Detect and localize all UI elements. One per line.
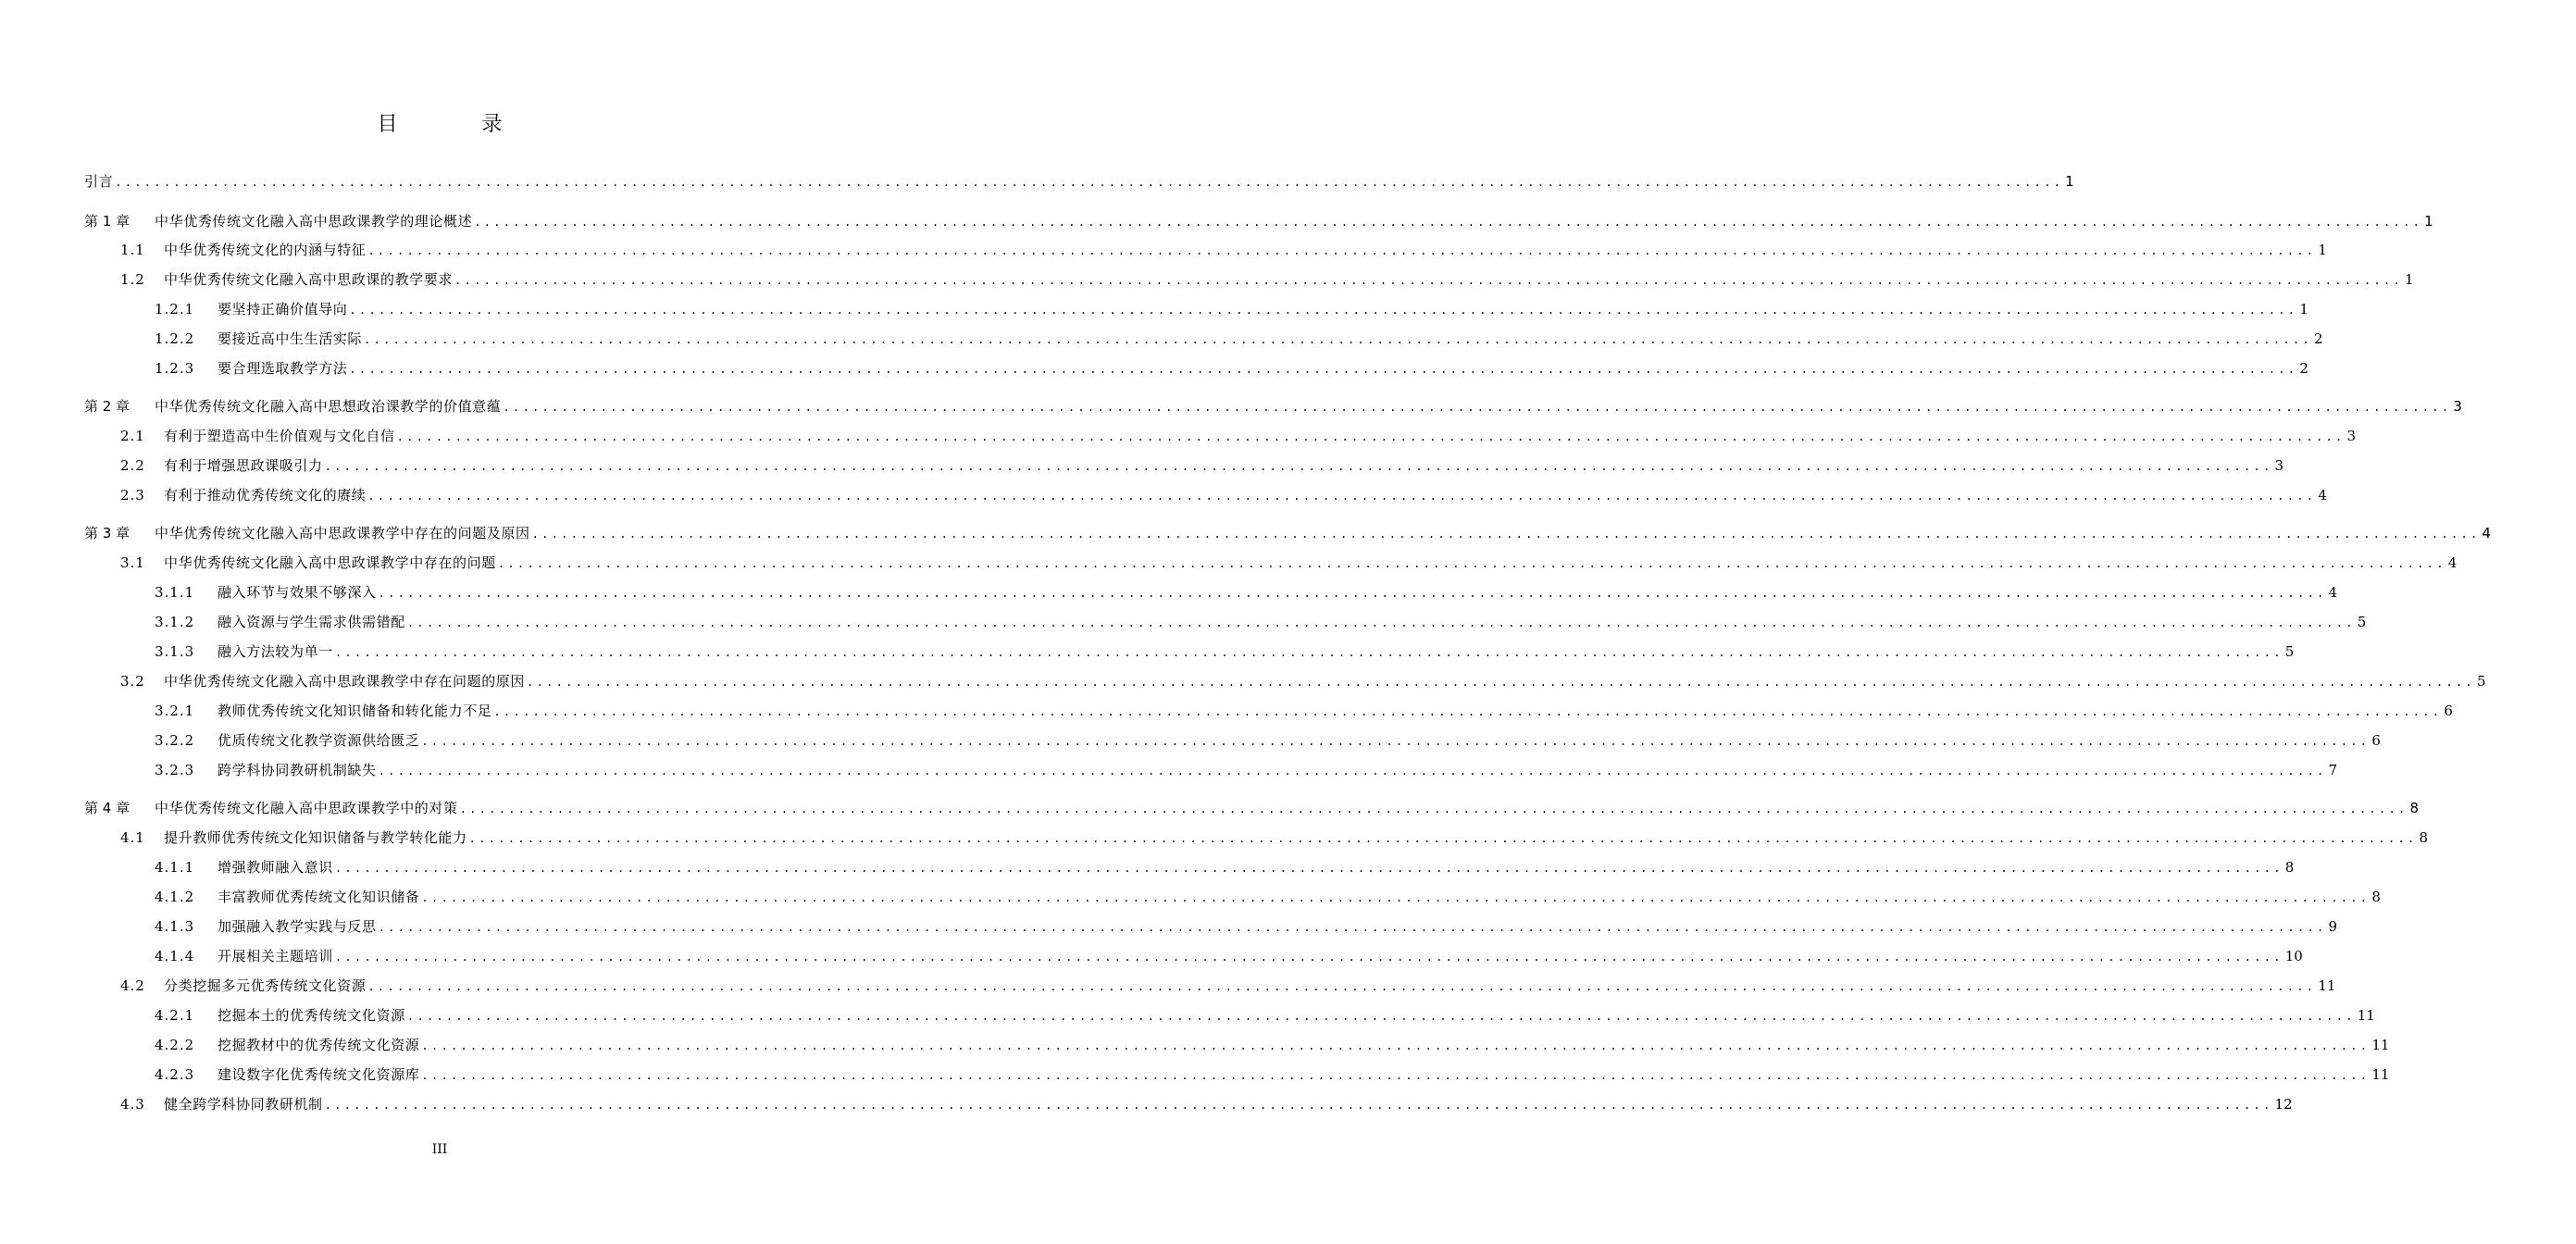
toc-entry-page: 3 [2346, 428, 2357, 444]
toc-entry[interactable] [0, 1062, 2390, 1084]
dot-leader: ........................................................................................................................................................................................................ [334, 646, 2284, 659]
dot-leader: ........................................................................................................................................................................................................ [115, 176, 2064, 189]
toc-entry-title: 开展相关主题培训 [218, 948, 333, 964]
toc-entry-page: 4 [2482, 525, 2492, 541]
toc-entry-page: 1 [2404, 271, 2414, 288]
toc-entry-page: 11 [2371, 1066, 2390, 1083]
dot-leader: ........................................................................................................................................................................................................ [349, 304, 2298, 317]
dot-leader: ........................................................................................................................................................................................................ [324, 1099, 2273, 1112]
dot-leader: ........................................................................................................................................................................................................ [324, 460, 2273, 473]
toc-title: 目 录 [377, 113, 541, 136]
toc-entry[interactable] [0, 825, 2429, 847]
toc-entry-title: 挖掘本土的优秀传统文化资源 [218, 1007, 405, 1024]
dot-leader: ........................................................................................................................................................................................................ [367, 980, 2317, 993]
toc-entry-page: 3 [2274, 457, 2284, 474]
toc-entry[interactable] [0, 482, 2327, 504]
toc-entry-number: 3.1.3 [155, 643, 195, 660]
toc-entry-number: 4.1 [120, 829, 145, 846]
toc-entry-number: 2.2 [120, 457, 145, 474]
toc-entry-number: 3.2.2 [155, 732, 195, 749]
toc-entry-number: 4.1.4 [155, 948, 195, 964]
toc-entry[interactable] [0, 296, 2308, 318]
toc-entry-title: 丰富教师优秀传统文化知识储备 [218, 889, 420, 905]
toc-entry[interactable] [0, 550, 2458, 572]
toc-entry-number: 第 3 章 [84, 525, 131, 541]
toc-entry-page: 8 [2284, 859, 2295, 876]
toc-entry-title: 挖掘教材中的优秀传统文化资源 [218, 1037, 420, 1053]
toc-entry-page: 4 [2328, 584, 2338, 601]
toc-entry-number: 4.2.1 [155, 1007, 195, 1024]
toc-entry-number: 3.2.1 [155, 703, 195, 719]
toc-entry-number: 3.1 [120, 554, 145, 571]
toc-entry-page: 8 [2419, 829, 2429, 846]
toc-entry-title: 中华优秀传统文化融入高中思政课教学的理论概述 [155, 213, 473, 230]
toc-entry-page: 9 [2328, 918, 2338, 935]
toc-entry-page: 10 [2284, 948, 2303, 964]
toc-entry-page: 1 [2424, 213, 2433, 230]
toc-entry[interactable] [0, 943, 2303, 965]
toc-entry-title: 中华优秀传统文化融入高中思政课教学中存在问题的原因 [164, 673, 526, 690]
toc-entry[interactable] [0, 237, 2327, 259]
toc-entry[interactable] [0, 453, 2284, 475]
toc-entry-number: 3.2 [120, 673, 145, 690]
toc-entry-page: 11 [2371, 1037, 2390, 1053]
toc-entry-number: 4.1.1 [155, 859, 195, 876]
toc-entry-title: 中华优秀传统文化融入高中思政课教学中存在的问题及原因 [155, 525, 530, 541]
toc-entry-number: 第 2 章 [84, 398, 131, 415]
toc-entry-page: 8 [2409, 800, 2420, 816]
dot-leader: ........................................................................................................................................................................................................ [378, 921, 2327, 934]
toc-entry-number: 2.1 [120, 428, 145, 444]
toc-entry[interactable] [0, 914, 2338, 936]
dot-leader: ........................................................................................................................................................................................................ [497, 557, 2446, 570]
toc-entry-title: 有利于推动优秀传统文化的赓续 [164, 487, 367, 504]
toc-entry-number: 4.2.2 [155, 1037, 195, 1053]
dot-leader: ........................................................................................................................................................................................................ [421, 1069, 2371, 1082]
dot-leader: ........................................................................................................................................................................................................ [367, 490, 2317, 503]
toc-entry-title: 提升教师优秀传统文化知识储备与教学转化能力 [164, 829, 467, 846]
dot-leader: ........................................................................................................................................................................................................ [421, 735, 2371, 748]
toc-entry[interactable] [0, 884, 2381, 906]
dot-leader: ........................................................................................................................................................................................................ [334, 951, 2284, 964]
toc-entry[interactable] [0, 579, 2338, 602]
toc-entry[interactable] [0, 355, 2308, 378]
toc-entry[interactable] [0, 668, 2486, 690]
toc-entry-page: 5 [2476, 673, 2486, 690]
toc-entry[interactable] [0, 393, 2462, 416]
toc-entry-page: 5 [2284, 643, 2295, 660]
toc-entry-title: 建设数字化优秀传统文化资源库 [218, 1066, 420, 1083]
toc-entry-title: 融入资源与学生需求供需错配 [218, 614, 405, 630]
toc-entry[interactable] [0, 728, 2381, 750]
toc-entry[interactable] [0, 973, 2336, 995]
toc-entry-title: 中华优秀传统文化融入高中思政课的教学要求 [164, 271, 454, 288]
dot-leader: ........................................................................................................................................................................................................ [468, 832, 2418, 845]
dot-leader: ........................................................................................................................................................................................................ [421, 891, 2371, 904]
toc-entry-title: 增强教师融入意识 [218, 859, 333, 876]
toc-entry-page: 11 [2318, 977, 2336, 994]
toc-entry-title: 跨学科协同教研机制缺失 [218, 762, 377, 778]
toc-entry[interactable] [0, 757, 2338, 779]
toc-entry-page: 11 [2357, 1007, 2375, 1024]
toc-entry-page: 2 [2313, 330, 2323, 347]
toc-entry[interactable] [0, 1091, 2293, 1113]
toc-entry-title: 中华优秀传统文化融入高中思政课教学中存在的问题 [164, 554, 496, 571]
toc-entry-number: 第 4 章 [84, 800, 131, 816]
dot-leader: ........................................................................................................................................................................................................ [406, 1010, 2356, 1023]
toc-entry-page: 1 [2318, 242, 2327, 258]
toc-entry-page: 6 [2444, 703, 2453, 719]
toc-entry-page: 1 [2299, 301, 2308, 317]
toc-entry-number: 1.2 [120, 271, 145, 288]
toc-entry-number: 1.2.1 [155, 301, 195, 317]
dot-leader: ........................................................................................................................................................................................................ [474, 216, 2423, 229]
toc-entry-page: 5 [2357, 614, 2367, 630]
toc-entry-title: 引言 [84, 173, 114, 190]
toc-entry[interactable] [0, 698, 2453, 720]
toc-entry-number: 2.3 [120, 487, 145, 504]
toc-entry-title: 要坚持正确价值导向 [218, 301, 348, 317]
toc-entry-title: 要合理选取教学方法 [218, 360, 348, 377]
toc-entry-page: 3 [2453, 398, 2462, 415]
dot-leader: ........................................................................................................................................................................................................ [503, 401, 2452, 414]
toc-entry[interactable] [0, 267, 2414, 289]
dot-leader: ........................................................................................................................................................................................................ [527, 676, 2475, 689]
toc-entry-title: 融入方法较为单一 [218, 643, 333, 660]
toc-entry[interactable] [0, 520, 2492, 542]
dot-leader: ........................................................................................................................................................................................................ [396, 430, 2346, 443]
toc-entry-number: 4.1.3 [155, 918, 195, 935]
dot-leader: ........................................................................................................................................................................................................ [459, 802, 2408, 815]
toc-entry-number: 1.1 [120, 242, 145, 258]
toc-entry-number: 3.1.1 [155, 584, 195, 601]
toc-entry-title: 有利于塑造高中生价值观与文化自信 [164, 428, 395, 444]
toc-entry[interactable] [0, 1002, 2375, 1025]
dot-leader: ........................................................................................................................................................................................................ [334, 862, 2284, 875]
dot-leader: ........................................................................................................................................................................................................ [493, 705, 2443, 718]
toc-entry-number: 1.2.2 [155, 330, 195, 347]
toc-entry-title: 融入环节与效果不够深入 [218, 584, 377, 601]
toc-entry-number: 4.3 [120, 1096, 145, 1113]
dot-leader: ........................................................................................................................................................................................................ [406, 616, 2356, 629]
toc-entry-page: 4 [2447, 554, 2458, 571]
toc-entry-number: 4.2.3 [155, 1066, 195, 1083]
toc-entry-title: 教师优秀传统文化知识储备和转化能力不足 [218, 703, 492, 719]
toc-entry-page: 12 [2274, 1096, 2293, 1113]
toc-entry-number: 1.2.3 [155, 360, 195, 377]
toc-entry-number: 4.1.2 [155, 889, 195, 905]
toc-entry-number: 3.1.2 [155, 614, 195, 630]
toc-entry-number: 4.2 [120, 977, 145, 994]
toc-entry[interactable] [0, 168, 2074, 191]
toc-entry[interactable] [0, 609, 2367, 631]
toc-entry[interactable] [0, 208, 2433, 230]
toc-entry-title: 中华优秀传统文化融入高中思想政治课教学的价值意蕴 [155, 398, 502, 415]
toc-entry[interactable] [0, 854, 2295, 877]
toc-entry[interactable] [0, 326, 2323, 348]
toc-entry-page: 7 [2328, 762, 2338, 778]
toc-entry[interactable] [0, 639, 2295, 661]
toc-entry[interactable] [0, 423, 2357, 445]
toc-entry-title: 分类挖掘多元优秀传统文化资源 [164, 977, 367, 994]
dot-leader: ........................................................................................................................................................................................................ [421, 1039, 2371, 1052]
toc-entry-title: 中华优秀传统文化融入高中思政课教学中的对策 [155, 800, 458, 816]
toc-entry-title: 有利于增强思政课吸引力 [164, 457, 323, 474]
toc-entry-page: 2 [2299, 360, 2308, 377]
toc-entry-title: 要接近高中生生活实际 [218, 330, 363, 347]
toc-entry-number: 3.2.3 [155, 762, 195, 778]
toc-entry-title: 中华优秀传统文化的内涵与特征 [164, 242, 367, 258]
toc-entry-title: 优质传统文化教学资源供给匮乏 [218, 732, 420, 749]
toc-entry-page: 1 [2065, 173, 2074, 190]
dot-leader: ........................................................................................................................................................................................................ [378, 765, 2327, 778]
toc-entry-title: 加强融入教学实践与反思 [218, 918, 377, 935]
dot-leader: ........................................................................................................................................................................................................ [454, 274, 2403, 287]
toc-entry[interactable] [0, 1032, 2390, 1054]
toc-entry-title: 健全跨学科协同教研机制 [164, 1096, 323, 1113]
dot-leader: ........................................................................................................................................................................................................ [367, 244, 2317, 257]
toc-entry-page: 6 [2371, 732, 2381, 749]
toc-entry-page: 4 [2318, 487, 2327, 504]
page-number-footer: III [431, 1142, 448, 1157]
toc-entry[interactable] [0, 795, 2420, 817]
toc-entry-number: 第 1 章 [84, 213, 131, 230]
dot-leader: ........................................................................................................................................................................................................ [378, 587, 2327, 600]
dot-leader: ........................................................................................................................................................................................................ [364, 333, 2312, 346]
dot-leader: ........................................................................................................................................................................................................ [531, 528, 2481, 541]
dot-leader: ........................................................................................................................................................................................................ [349, 363, 2298, 376]
toc-entry-page: 8 [2371, 889, 2381, 905]
